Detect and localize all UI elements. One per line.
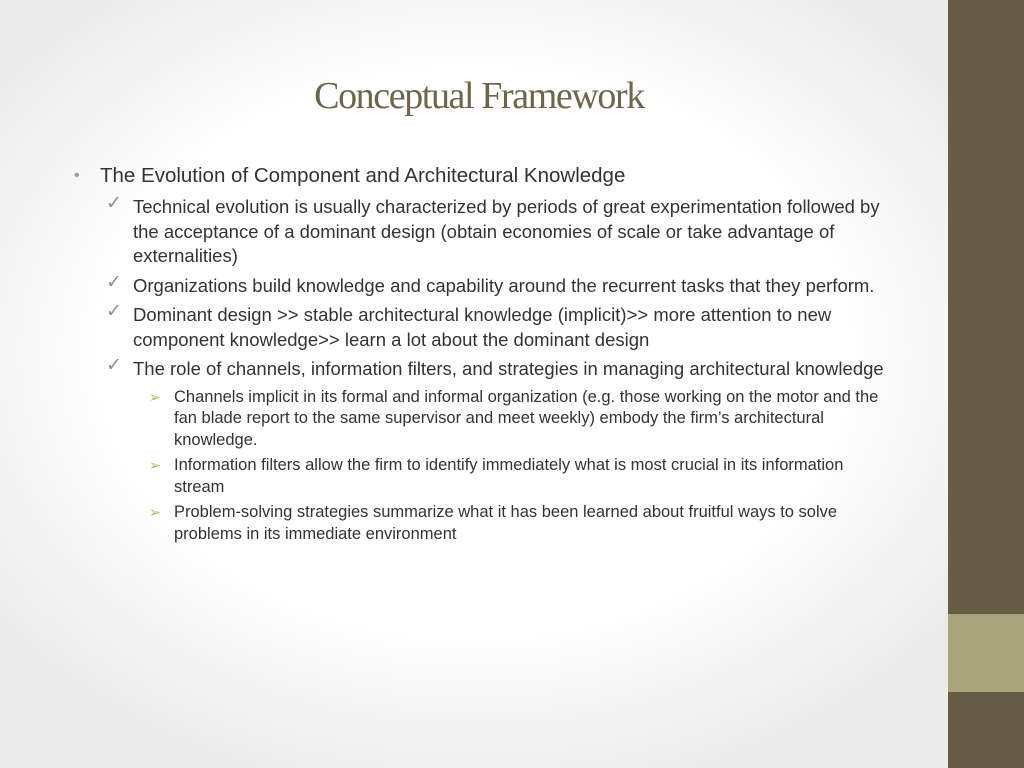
arrow-bullet-icon: ➢ bbox=[149, 388, 161, 405]
check-text: The role of channels, information filters, and strategies in managing architectural knowledge bbox=[133, 358, 884, 379]
slide-title: Conceptual Framework bbox=[314, 75, 644, 117]
checkmark-icon: ✓ bbox=[106, 193, 122, 214]
check-text: Technical evolution is usually characterized by periods of great experimentation followed by the acceptance of a dominant design (obtain economies of scale or take advantage of externalities) bbox=[133, 196, 880, 266]
arrow-text: Information filters allow the firm to identify immediately what is most crucial in its information stream bbox=[174, 456, 844, 496]
checkmark-icon: ✓ bbox=[106, 355, 122, 376]
checkmark-icon: ✓ bbox=[106, 271, 122, 293]
bullet-item bbox=[74, 163, 904, 189]
arrow-bullet-icon: ➢ bbox=[149, 504, 161, 520]
checkmark-icon: ✓ bbox=[106, 301, 122, 322]
bullet-dot-icon: • bbox=[74, 167, 80, 184]
check-text: Organizations build knowledge and capability around the recurrent tasks that they perform. bbox=[133, 274, 875, 296]
check-item bbox=[106, 355, 898, 382]
arrow-item bbox=[149, 387, 884, 452]
sidebar-accent-block bbox=[948, 614, 1024, 692]
check-item bbox=[106, 301, 898, 352]
arrow-bullet-icon: ➢ bbox=[149, 457, 161, 473]
check-item bbox=[106, 193, 898, 269]
arrow-text: Problem-solving strategies summarize what it has been learned about fruitful ways to solve problems in its immediate environment bbox=[174, 503, 838, 543]
slide-content bbox=[74, 163, 904, 549]
check-item bbox=[106, 271, 898, 299]
arrow-item bbox=[149, 455, 884, 498]
arrow-item bbox=[149, 502, 884, 545]
bullet-text: The Evolution of Component and Architectural Knowledge bbox=[100, 164, 626, 187]
check-text: Dominant design >> stable architectural knowledge (implicit)>> more attention to new component knowledge>> learn a lot about the dominant design bbox=[133, 304, 832, 350]
arrow-text: Channels implicit in its formal and informal organization (e.g. those working on the motor and the fan blade report to the same supervisor and meet weekly) embody the firm’s architectural knowledge. bbox=[174, 387, 879, 449]
